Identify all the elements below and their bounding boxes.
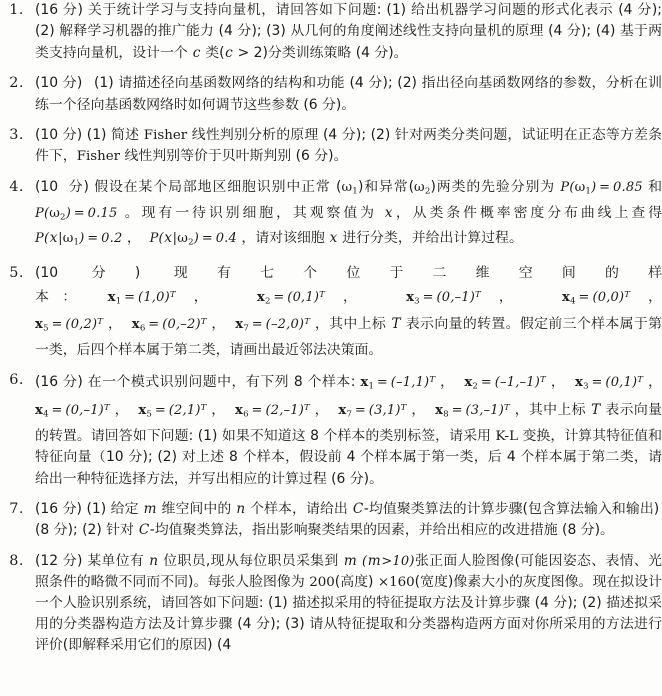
- variable-n-samples: n: [236, 501, 246, 517]
- math-sample-x1: $x_1 = (1,0)^T$: [107, 289, 176, 306]
- term-kl-transform: K-L: [495, 428, 518, 444]
- question-text-3: (10 分) (1) 简述 Fisher 线性判别分析的原理 (4 分); (2) 针对两类分类问题，试证明在正态等方差条件下，Fisher 线性判别等价于贝叶斯判别 (6 分)。: [35, 127, 662, 165]
- question-text-6: (16 分) 在一个模式识别问题中，有下列 8 个样本: $x_1 = (-1,1)^T$ ， $x_2 = (-1,-1)^T$ ， $x_3 = (0,1)^T$ ，$x_4 = (0,-1)^T$ ， $x_5 = (2,1)^T$ ， $x_6 = (2,-1)^T$ ， $x_7 = (3,1)^T$ ， $x_8 = (3,-1)^T$ ，其中上标 T 表示向量的转置。请回答如下问题: (1) 如果不知道这 8 个样本的类别标签，请采用 K-L 变换，计算其特征值和特征向量（10 分); (2) 对上述 8 个样本，假设前 4 个样本属于第一类，后 4 个样本属于第二类，请给出一种特征选择方法，并写出相应的计算过程 (6 分)。: [35, 374, 662, 487]
- question-text-7: (16 分) (1) 给定 m 维空间中的 n 个样本，请给出 C-均值聚类算法的计算步骤(包含算法输入和输出) (8 分); (2) 针对 C-均值聚类算法，指出影响聚类结果的因素，并给出相应的改进措施 (8 分)。: [35, 501, 662, 539]
- variable-m-images: m: [343, 552, 357, 569]
- math-sample6-x6: $x_6 = (2,-1)^T$: [235, 402, 310, 420]
- question-item-1: [0, 0, 662, 64]
- math-prior-omega2: $P(\omega_2) = 0.15$: [35, 205, 118, 223]
- math-sample-x7: $x_7 = (-2,0)^T$: [235, 317, 311, 334]
- question-item-8: [0, 551, 662, 656]
- symbol-transpose-6: T: [591, 401, 601, 418]
- question-number-6: 6.: [9, 372, 24, 389]
- math-omega-1: $\omega_1$: [341, 179, 358, 197]
- math-sample6-x3: $x_3 = (0,1)^T$: [575, 375, 644, 392]
- math-sample-x6: $x_6 = (0,-2)^T$: [131, 317, 207, 334]
- math-sample-x3: $x_3 = (0,-1)^T$: [406, 289, 481, 306]
- value-image-height: 200: [309, 574, 335, 590]
- question-item-6: [0, 370, 662, 490]
- term-fisher-2: Fisher: [76, 149, 121, 165]
- question-item-5: [0, 263, 662, 361]
- question-number-7: 7.: [9, 501, 24, 517]
- question-item-2: [0, 73, 662, 116]
- math-sample6-x8: $x_8 = (3,-1)^T$: [435, 402, 510, 420]
- symbol-c-means-1: C: [352, 501, 364, 517]
- variable-x-classify: x: [329, 230, 338, 247]
- math-sample-x4: $x_4 = (0,0)^T$: [562, 289, 631, 306]
- question-text-5: (10 分) 现有七个位于二维空间的样本： $x_1 = (1,0)^T$ ， $x_2 = (0,1)^T$ ， $x_3 = (0,-1)^T$ ， $x_4 = (0,0)^T$ ，$x_5 = (0,2)^T$ ， $x_6 = (0,-2)^T$ ， $x_7 = (-2,0)^T$ ，其中上标 T 表示向量的转置。假定前三个样本属于第一类，后四个样本属于第二类，请画出最近邻法决策面。: [35, 265, 662, 359]
- question-item-7: [0, 499, 662, 542]
- question-number-4: 4.: [9, 178, 24, 195]
- math-sample-x2: $x_2 = (0,1)^T$: [256, 289, 326, 306]
- math-sample6-x7: $x_7 = (3,1)^T$: [338, 402, 407, 420]
- question-text-4: (10 分) 假设在某个局部地区细胞识别中正常 $(\omega_1)$和异常$(\omega_2)$两类的先验分别为 $P(\omega_1) = 0.85$ 和 $P(\omega_2) = 0.15$ 。现有一待识别细胞，其观察值为 x，从类条件概率密度分布曲线上查得 $P(x|\omega_1) = 0.2$ ， $P(x|\omega_2) = 0.4$ ，请对该细胞 x 进行分类，并给出计算过程。: [35, 178, 662, 248]
- question-text-1: (16 分) 关于统计学习与支持向量机，请回答如下问题: (1) 给出机器学习问题的形式化表示 (4 分); (2) 解释学习机器的推广能力 (4 分); (3) 从几何的角度阐述线性支持向量机的原理 (4 分); (4) 基于两类支持向量机，设计一个 c 类(c > 2)分类训练策略 (4 分)。: [35, 2, 662, 61]
- question-number-2: 2.: [9, 75, 24, 92]
- math-sample6-x4: $x_4 = (0,-1)^T$: [35, 402, 110, 420]
- symbol-c-means-2: C: [138, 522, 150, 539]
- question-text-2: (10 分) (1) 请描述径向基函数网络的结构和功能 (4 分); (2) 指出径向基函数网络的参数，分析在训练一个径向基函数网络时如何调节这些参数 (6 分)。: [35, 75, 662, 113]
- question-number-5: 5.: [9, 265, 24, 282]
- math-likelihood-omega1: $P(x|\omega_1) = 0.2$: [35, 230, 123, 248]
- variable-n-employees: n: [149, 552, 159, 569]
- variable-c: c: [192, 44, 201, 61]
- variable-c-condition: c: [225, 44, 233, 61]
- math-sample6-x5: $x_5 = (2,1)^T$: [138, 402, 207, 420]
- variable-x-observation: x: [384, 204, 393, 221]
- math-prior-omega1: $P(\omega_1) = 0.85$: [560, 179, 643, 197]
- value-image-width: ×160: [377, 574, 415, 590]
- math-sample6-x2: $x_2 = (-1,-1)^T$: [464, 375, 546, 392]
- term-fisher-1: Fisher: [143, 128, 188, 144]
- question-number-8: 8.: [9, 552, 24, 569]
- question-item-4: [0, 177, 662, 254]
- math-m-condition: (m>10): [361, 552, 415, 569]
- math-omega-2: $\omega_2$: [414, 179, 431, 197]
- question-number-3: 3.: [9, 127, 24, 144]
- math-sample-x5: $x_5 = (0,2)^T$: [35, 317, 104, 334]
- variable-m-dimension: m: [143, 501, 157, 517]
- question-number-1: 1.: [9, 2, 24, 18]
- question-text-8: (12 分) 某单位有 n 位职员,现从每位职员采集到 m (m>10)张正面人脸图像(可能因姿态、表情、光照条件的略微不同而不同)。每张人脸图像为 200(高度) ×160(宽度)像素大小的灰度图像。现在拟设计一个人脸识别系统，请回答如下问题: (1) 描述拟采用的特征提取方法及计算步骤 (4 分); (2) 描述拟采用的分类器构造方法及计算步骤 (4 分); (3) 请从特征提取和分类器构造两方面对你所采用的方法进行评价(即解释采用它们的原因) (4: [35, 552, 662, 653]
- question-item-3: [0, 125, 662, 168]
- symbol-transpose-5: T: [391, 316, 401, 333]
- math-likelihood-omega2: $P(x|\omega_2) = 0.4$: [149, 230, 237, 248]
- math-sample6-x1: $x_1 = (-1,1)^T$: [360, 375, 436, 392]
